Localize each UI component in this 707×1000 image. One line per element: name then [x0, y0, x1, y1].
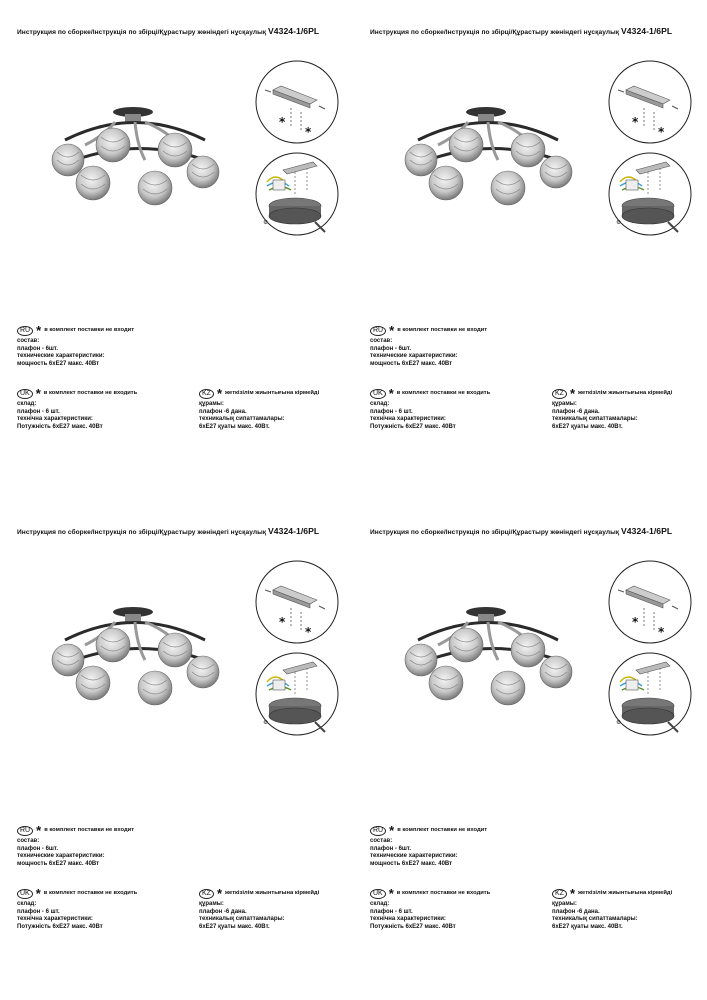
wiring-diagram: [255, 652, 339, 736]
star-marker: *: [569, 386, 576, 401]
svg-text:*: *: [658, 125, 665, 139]
lang-badge-kz: KZ: [199, 389, 214, 399]
spec-line: технічна характеристики:: [370, 416, 446, 423]
section-kz: [199, 388, 319, 431]
spec-line: 6хЕ27 қуаты макс. 40Вт.: [552, 923, 623, 930]
lang-badge-kz: KZ: [199, 889, 214, 899]
spec-line: плафон - 6 шт.: [17, 908, 60, 915]
spec-line: 6хЕ27 қуаты макс. 40Вт.: [199, 423, 270, 430]
spec-line: плафон - 6 шт.: [370, 408, 413, 415]
section-ru: [370, 325, 487, 368]
title-text: Инструкция по сборке/Інструкція по збірці/Құрастыру жөніндегі нұсқаулық: [370, 529, 620, 536]
spec-line: техникалық сипаттамалары:: [552, 916, 638, 923]
not-included-note: жеткізілім жиынтығына кірмейді: [225, 890, 320, 897]
spec-line: склад:: [17, 401, 37, 407]
lang-badge-uk: UK: [370, 389, 386, 399]
instruction-panel-top-left: [0, 0, 353, 500]
spec-line: Потужність 6хЕ27 макс. 40Вт: [370, 423, 456, 430]
spec-line: мощность 6хЕ27 макс. 40Вт: [17, 860, 100, 867]
lang-badge-ru: RU: [370, 826, 386, 836]
svg-text:*: *: [305, 625, 312, 639]
lang-badge-uk: UK: [370, 889, 386, 899]
instruction-panel-top-right: [353, 0, 706, 500]
svg-text:*: *: [632, 115, 639, 129]
lang-badge-kz: KZ: [552, 389, 567, 399]
not-included-note: в комплект поставки не входит: [397, 327, 488, 334]
lang-badge-uk: UK: [17, 389, 33, 399]
spec-line: құрамы:: [552, 401, 577, 407]
not-included-note: в комплект поставки не входит: [397, 827, 488, 834]
star-marker: *: [216, 886, 223, 901]
section-uk: [370, 388, 490, 431]
spec-line: 6хЕ27 қуаты макс. 40Вт.: [552, 423, 623, 430]
spec-line: плафон - 6шт.: [17, 345, 58, 352]
star-marker: *: [389, 323, 395, 338]
mounting-bracket-diagram: [255, 560, 339, 644]
spec-line: состав:: [17, 838, 40, 844]
instruction-panel-bottom-left: [0, 500, 353, 1000]
model-number: V4324-1/6PL: [621, 526, 673, 536]
wiring-diagram: [608, 152, 692, 236]
section-ru: [17, 325, 134, 368]
spec-line: состав:: [370, 838, 393, 844]
instruction-title: [17, 26, 319, 36]
model-number: V4324-1/6PL: [621, 26, 673, 36]
spec-line: Потужність 6хЕ27 макс. 40Вт: [17, 423, 103, 430]
instruction-title: [17, 526, 319, 536]
svg-text:⚙: ⚙: [263, 719, 269, 726]
spec-line: мощность 6хЕ27 макс. 40Вт: [370, 360, 453, 367]
spec-line: технічна характеристики:: [370, 916, 446, 923]
spec-line: состав:: [370, 338, 393, 344]
spec-line: плафон - 6 шт.: [17, 408, 60, 415]
not-included-note: в комплект поставки не входить: [396, 390, 491, 397]
lang-badge-ru: RU: [17, 326, 33, 336]
spec-line: мощность 6хЕ27 макс. 40Вт: [370, 860, 453, 867]
not-included-note: жеткізілім жиынтығына кірмейді: [578, 390, 673, 397]
spec-line: технические характеристики:: [370, 353, 458, 360]
instruction-panel-bottom-right: [353, 500, 706, 1000]
model-number: V4324-1/6PL: [268, 526, 320, 536]
spec-line: склад:: [370, 901, 390, 907]
spec-line: склад:: [17, 901, 37, 907]
svg-text:⚙: ⚙: [616, 219, 622, 226]
title-text: Инструкция по сборке/Інструкція по збірці/Құрастыру жөніндегі нұсқаулық: [17, 529, 267, 536]
star-marker: *: [388, 386, 394, 401]
spec-line: құрамы:: [199, 901, 224, 907]
not-included-note: в комплект поставки не входить: [43, 890, 138, 897]
spec-line: техникалық сипаттамалары:: [199, 916, 285, 923]
lang-badge-ru: RU: [17, 826, 33, 836]
mounting-bracket-diagram: [608, 60, 692, 144]
not-included-note: в комплект поставки не входит: [44, 327, 135, 334]
chandelier-illustration: [45, 600, 225, 710]
spec-line: Потужність 6хЕ27 макс. 40Вт: [17, 923, 103, 930]
spec-line: құрамы:: [552, 901, 577, 907]
spec-line: плафон -6 дана.: [552, 908, 600, 915]
spec-line: Потужність 6хЕ27 макс. 40Вт: [370, 923, 456, 930]
instruction-title: [370, 526, 672, 536]
spec-line: плафон -6 дана.: [199, 908, 247, 915]
star-marker: *: [216, 386, 223, 401]
lang-badge-ru: RU: [370, 326, 386, 336]
svg-text:*: *: [279, 615, 286, 629]
not-included-note: жеткізілім жиынтығына кірмейді: [225, 390, 320, 397]
spec-line: плафон - 6шт.: [17, 845, 58, 852]
instruction-title: [370, 26, 672, 36]
spec-line: плафон -6 дана.: [199, 408, 247, 415]
svg-text:⚙: ⚙: [263, 219, 269, 226]
title-text: Инструкция по сборке/Інструкція по збірці/Құрастыру жөніндегі нұсқаулық: [370, 29, 620, 36]
spec-line: техникалық сипаттамалары:: [199, 416, 285, 423]
star-marker: *: [36, 323, 42, 338]
svg-text:⚙: ⚙: [616, 719, 622, 726]
svg-text:*: *: [658, 625, 665, 639]
spec-line: технические характеристики:: [17, 353, 105, 360]
chandelier-illustration: [45, 100, 225, 210]
svg-text:*: *: [279, 115, 286, 129]
spec-line: мощность 6хЕ27 макс. 40Вт: [17, 360, 100, 367]
not-included-note: в комплект поставки не входит: [44, 827, 135, 834]
mounting-bracket-diagram: [255, 60, 339, 144]
spec-line: технические характеристики:: [370, 853, 458, 860]
spec-line: состав:: [17, 338, 40, 344]
section-ru: [17, 825, 134, 868]
model-number: V4324-1/6PL: [268, 26, 320, 36]
spec-line: техникалық сипаттамалары:: [552, 416, 638, 423]
spec-line: плафон - 6шт.: [370, 845, 411, 852]
section-ru: [370, 825, 487, 868]
spec-line: 6хЕ27 қуаты макс. 40Вт.: [199, 923, 270, 930]
star-marker: *: [389, 823, 395, 838]
chandelier-illustration: [398, 100, 578, 210]
spec-line: плафон -6 дана.: [552, 408, 600, 415]
section-uk: [17, 888, 137, 931]
lang-badge-kz: KZ: [552, 889, 567, 899]
not-included-note: в комплект поставки не входить: [43, 390, 138, 397]
wiring-diagram: [608, 652, 692, 736]
star-marker: *: [569, 886, 576, 901]
spec-line: технічна характеристики:: [17, 916, 93, 923]
spec-line: плафон - 6шт.: [370, 345, 411, 352]
lang-badge-uk: UK: [17, 889, 33, 899]
spec-line: технічна характеристики:: [17, 416, 93, 423]
title-text: Инструкция по сборке/Інструкція по збірці/Құрастыру жөніндегі нұсқаулық: [17, 29, 267, 36]
section-kz: [552, 888, 672, 931]
svg-text:*: *: [632, 615, 639, 629]
section-uk: [17, 388, 137, 431]
section-uk: [370, 888, 490, 931]
star-marker: *: [388, 886, 394, 901]
chandelier-illustration: [398, 600, 578, 710]
star-marker: *: [35, 886, 41, 901]
spec-line: плафон - 6 шт.: [370, 908, 413, 915]
not-included-note: жеткізілім жиынтығына кірмейді: [578, 890, 673, 897]
not-included-note: в комплект поставки не входить: [396, 890, 491, 897]
spec-line: склад:: [370, 401, 390, 407]
wiring-diagram: [255, 152, 339, 236]
star-marker: *: [35, 386, 41, 401]
mounting-bracket-diagram: [608, 560, 692, 644]
spec-line: құрамы:: [199, 401, 224, 407]
section-kz: [199, 888, 319, 931]
section-kz: [552, 388, 672, 431]
svg-text:*: *: [305, 125, 312, 139]
spec-line: технические характеристики:: [17, 853, 105, 860]
star-marker: *: [36, 823, 42, 838]
